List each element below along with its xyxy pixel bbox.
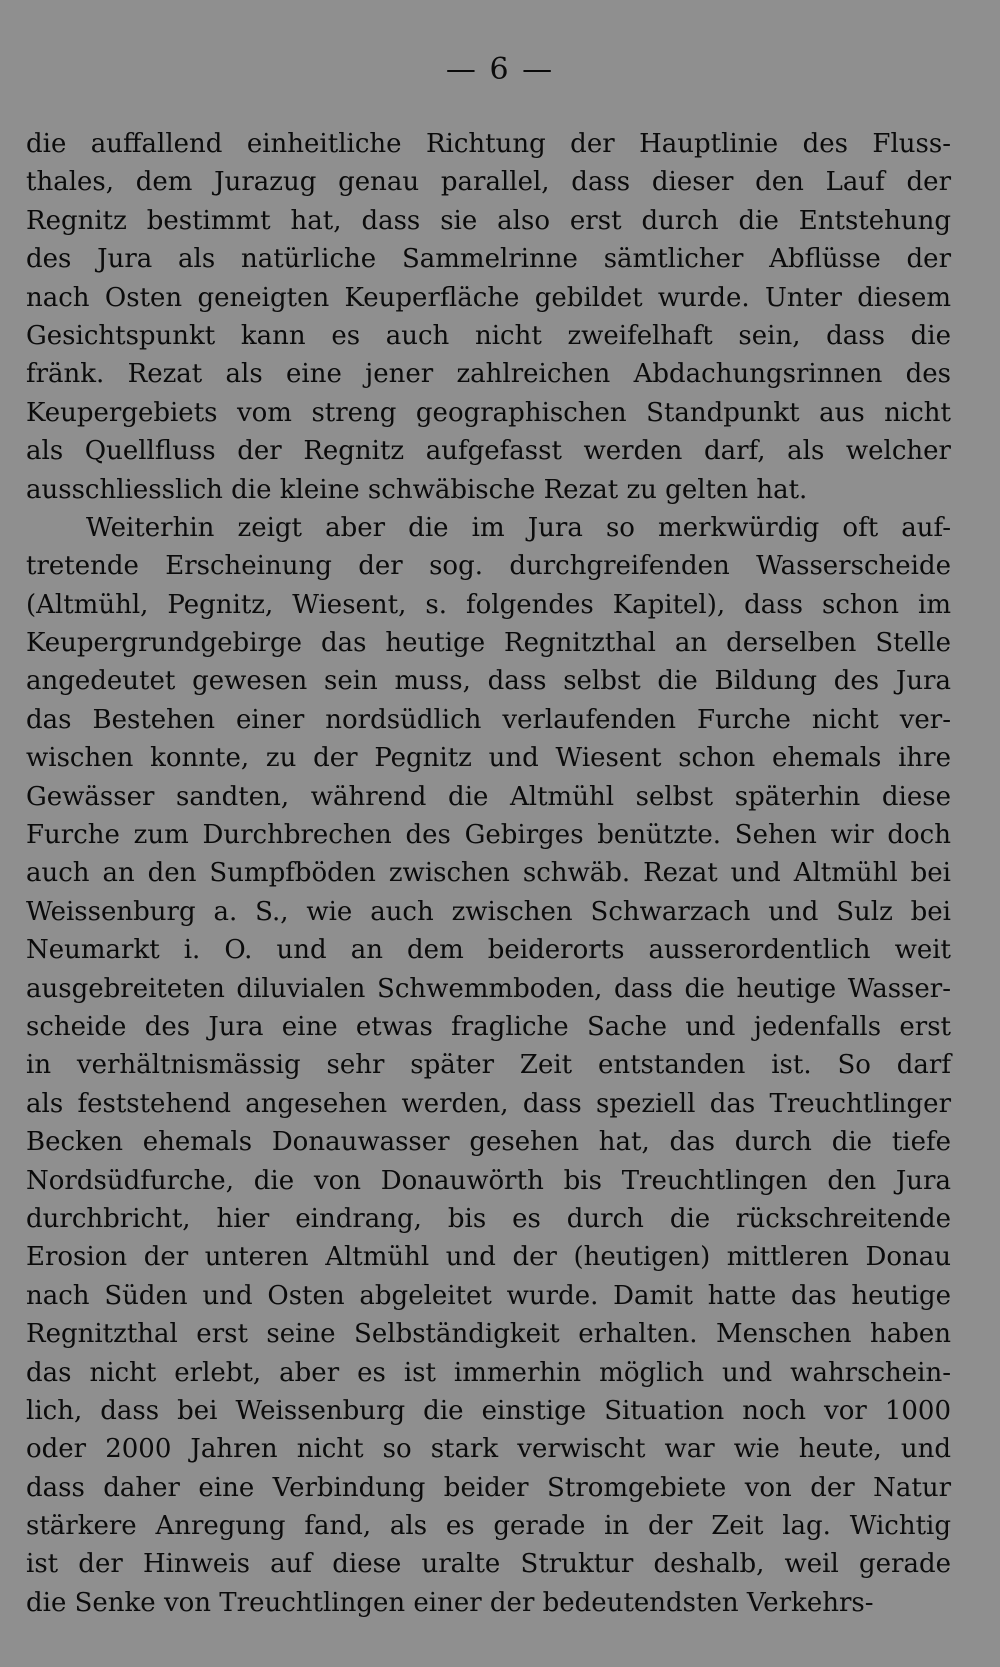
text-line: Regnitzthal erst seine Selbständigkeit erhalten. Menschen haben	[26, 1319, 951, 1350]
text-line: Neumarkt i. O. und an dem beiderorts ausserordentlich weit	[26, 935, 951, 966]
text-line: Gesichtspunkt kann es auch nicht zweifelhaft sein, dass die	[26, 320, 951, 351]
text-line: auch an den Sumpfböden zwischen schwäb. Rezat und Altmühl bei	[26, 858, 951, 889]
text-line: Weiterhin zeigt aber die im Jura so merkwürdig oft auf-	[86, 512, 951, 543]
text-line: Gewässer sandten, während die Altmühl selbst späterhin diese	[26, 781, 951, 812]
text-line: Erosion der unteren Altmühl und der (heutigen) mittleren Donau	[26, 1242, 951, 1273]
text-line: Regnitz bestimmt hat, dass sie also erst durch die Entstehung	[26, 205, 951, 236]
text-line: fränk. Rezat als eine jener zahlreichen Abdachungsrinnen des	[26, 359, 951, 390]
text-line: das nicht erlebt, aber es ist immerhin möglich und wahrschein-	[26, 1357, 951, 1388]
text-line: nach Süden und Osten abgeleitet wurde. Damit hatte das heutige	[26, 1280, 951, 1311]
text-line: scheide des Jura eine etwas fragliche Sache und jedenfalls erst	[26, 1011, 951, 1042]
text-line: als Quellfluss der Regnitz aufgefasst werden darf, als welcher	[26, 436, 951, 467]
text-line: Keupergrundgebirge das heutige Regnitzthal an derselben Stelle	[26, 628, 951, 659]
text-line: ist der Hinweis auf diese uralte Struktur deshalb, weil gerade	[26, 1549, 951, 1580]
text-line: Keupergebiets vom streng geographischen Standpunkt aus nicht	[26, 397, 951, 428]
text-line: dass daher eine Verbindung beider Stromgebiete von der Natur	[26, 1472, 951, 1503]
text-line: durchbricht, hier eindrang, bis es durch die rückschreitende	[26, 1203, 951, 1234]
text-line: in verhältnismässig sehr später Zeit entstanden ist. So darf	[26, 1050, 951, 1081]
text-line: das Bestehen einer nordsüdlich verlaufenden Furche nicht ver-	[26, 704, 951, 735]
text-line: die Senke von Treuchtlingen einer der bedeutendsten Verkehrs-	[26, 1587, 874, 1618]
text-line: oder 2000 Jahren nicht so stark verwischt war wie heute, und	[26, 1434, 951, 1465]
text-line: lich, dass bei Weissenburg die einstige Situation noch vor 1000	[26, 1395, 951, 1426]
text-line: Becken ehemals Donauwasser gesehen hat, das durch die tiefe	[26, 1127, 951, 1158]
text-line: Weissenburg a. S., wie auch zwischen Schwarzach und Sulz bei	[26, 896, 951, 927]
text-line: des Jura als natürliche Sammelrinne sämtlicher Abflüsse der	[26, 244, 951, 275]
text-line: tretende Erscheinung der sog. durchgreifenden Wasserscheide	[26, 551, 951, 582]
text-line: thales, dem Jurazug genau parallel, dass dieser den Lauf der	[26, 167, 951, 198]
text-line: wischen konnte, zu der Pegnitz und Wiesent schon ehemals ihre	[26, 743, 951, 774]
text-line: Nordsüdfurche, die von Donauwörth bis Treuchtlingen den Jura	[26, 1165, 951, 1196]
text-line: die auffallend einheitliche Richtung der Hauptlinie des Fluss-	[26, 129, 951, 159]
text-line: als feststehend angesehen werden, dass speziell das Treuchtlinger	[26, 1088, 951, 1119]
text-line: ausschliesslich die kleine schwäbische Rezat zu gelten hat.	[26, 474, 808, 505]
text-line: nach Osten geneigten Keuperfläche gebildet wurde. Unter diesem	[26, 282, 951, 313]
text-line: ausgebreiteten diluvialen Schwemmboden, dass die heutige Wasser-	[26, 973, 951, 1004]
page-number: — 6 —	[445, 52, 555, 87]
text-line: stärkere Anregung fand, als es gerade in der Zeit lag. Wichtig	[26, 1511, 951, 1542]
text-line: Furche zum Durchbrechen des Gebirges benützte. Sehen wir doch	[26, 820, 951, 851]
body-text	[26, 125, 951, 1622]
text-line: angedeutet gewesen sein muss, dass selbst die Bildung des Jura	[26, 666, 951, 697]
text-line: (Altmühl, Pegnitz, Wiesent, s. folgendes Kapitel), dass schon im	[26, 589, 951, 620]
